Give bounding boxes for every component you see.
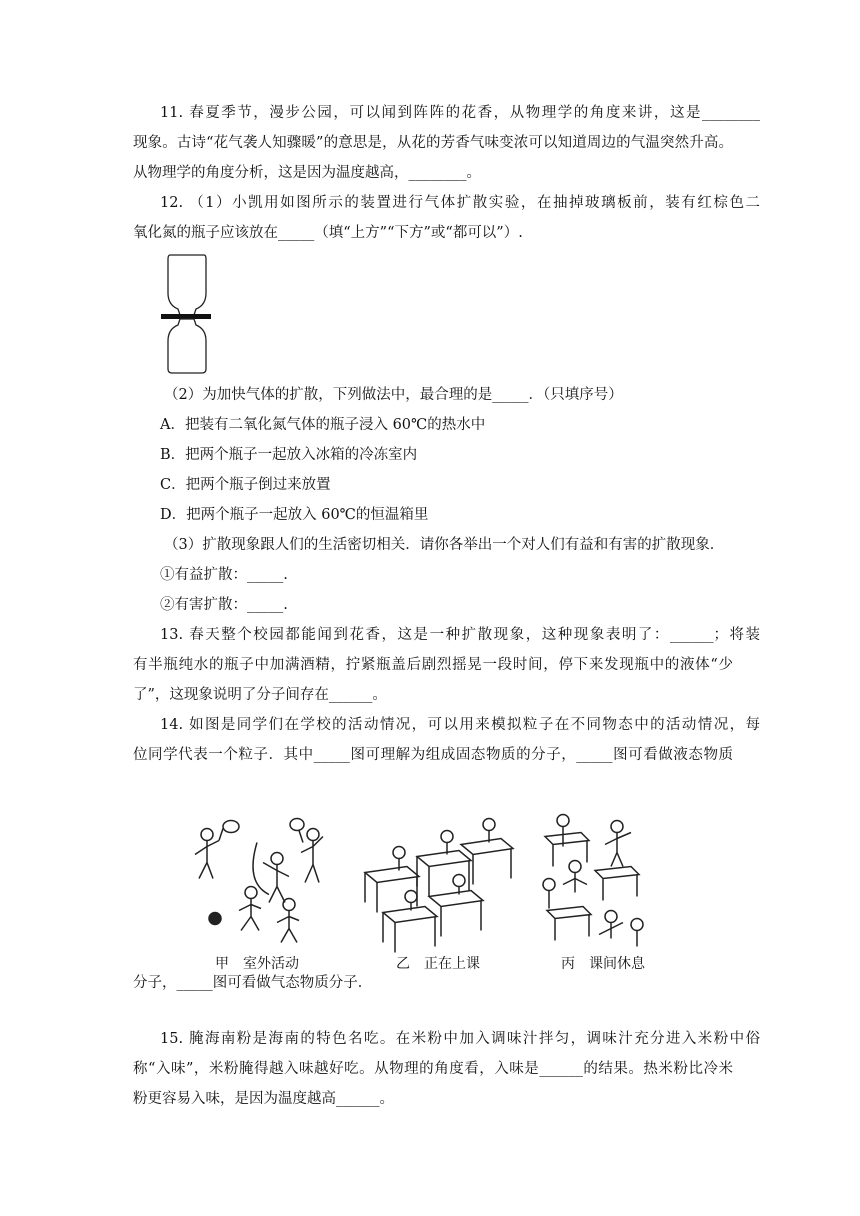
q11-line2: 现象。古诗“花气袭人知骤暖”的意思是，从花的芳香气味变浓可以知道周边的气温突然升高。 (133, 135, 733, 151)
q11-line3: 从物理学的角度分析，这是因为温度越高，________。 (133, 165, 481, 181)
q14-line1: 14. 如图是同学们在学校的活动情况，可以用来模拟粒子在不同物态中的活动情况，每 (160, 717, 760, 733)
outdoor-activity-panel (195, 819, 323, 943)
q12-line1: 12. （1）小凯用如图所示的装置进行气体扩散实验，在抽掉玻璃板前，装有红棕色二 (160, 195, 760, 211)
caption-class-break: 丙 课间休息 (561, 956, 645, 972)
q14-line3: 分子，_____图可看做气态物质分子． (133, 975, 373, 991)
lower-bottle (168, 319, 206, 373)
q12-line2: 氧化氮的瓶子应该放在_____（填“上方”“下方”或“都可以”）. (133, 225, 523, 241)
q13-line3: 了”，这现象说明了分子间存在______。 (133, 687, 387, 703)
q11-line1: 11. 春夏季节，漫步公园，可以闻到阵阵的花香，从物理学的角度来讲，这是________ (160, 105, 760, 121)
q15-line1: 15. 腌海南粉是海南的特色名吃。在米粉中加入调味汁拌匀，调味汁充分进入米粉中俗 (160, 1031, 760, 1047)
upper-bottle (168, 255, 206, 315)
gas-diffusion-bottles-figure (160, 253, 212, 375)
q12-option-d: D．把两个瓶子一起放入 60℃的恒温箱里 (160, 507, 429, 523)
q13-line2: 有半瓶纯水的瓶子中加满酒精，拧紧瓶盖后剧烈摇晃一段时间，停下来发现瓶中的液体“少 (133, 657, 733, 673)
q15-line3: 粉更容易入味，是因为温度越高______。 (133, 1091, 394, 1107)
glass-plate (161, 314, 211, 319)
q12-option-a: A．把装有二氧化氮气体的瓶子浸入 60℃的热水中 (160, 417, 486, 433)
q12-option-c: C．把两个瓶子倒过来放置 (160, 477, 331, 493)
caption-outdoor-activity: 甲 室外活动 (215, 956, 299, 972)
in-class-panel (365, 819, 513, 953)
q12-option-b: B．把两个瓶子一起放入冰箱的冷冻室内 (160, 447, 418, 463)
class-break-panel (543, 815, 643, 947)
q12-part3: （3）扩散现象跟人们的生活密切相关．请你各举出一个对人们有益和有害的扩散现象． (164, 537, 725, 553)
caption-in-class: 乙 正在上课 (396, 956, 480, 972)
q12-bad-diffusion: ②有害扩散：_____. (160, 597, 288, 613)
q15-line2: 称“入味”，米粉腌得越入味越好吃。从物理的角度看，入味是______的结果。热米粉比冷米 (133, 1061, 733, 1077)
q12-part2: （2）为加快气体的扩散，下列做法中，最合理的是_____．（只填序号） (164, 387, 623, 403)
q14-line2: 位同学代表一个粒子．其中_____图可理解为组成固态物质的分子，_____图可看做液态物质 (133, 747, 733, 763)
student-activities-figure (185, 800, 665, 975)
q12-good-diffusion: ①有益扩散：_____. (160, 567, 288, 583)
q13-line1: 13. 春天整个校园都能闻到花香，这是一种扩散现象，这种现象表明了：______；将装 (160, 627, 760, 643)
